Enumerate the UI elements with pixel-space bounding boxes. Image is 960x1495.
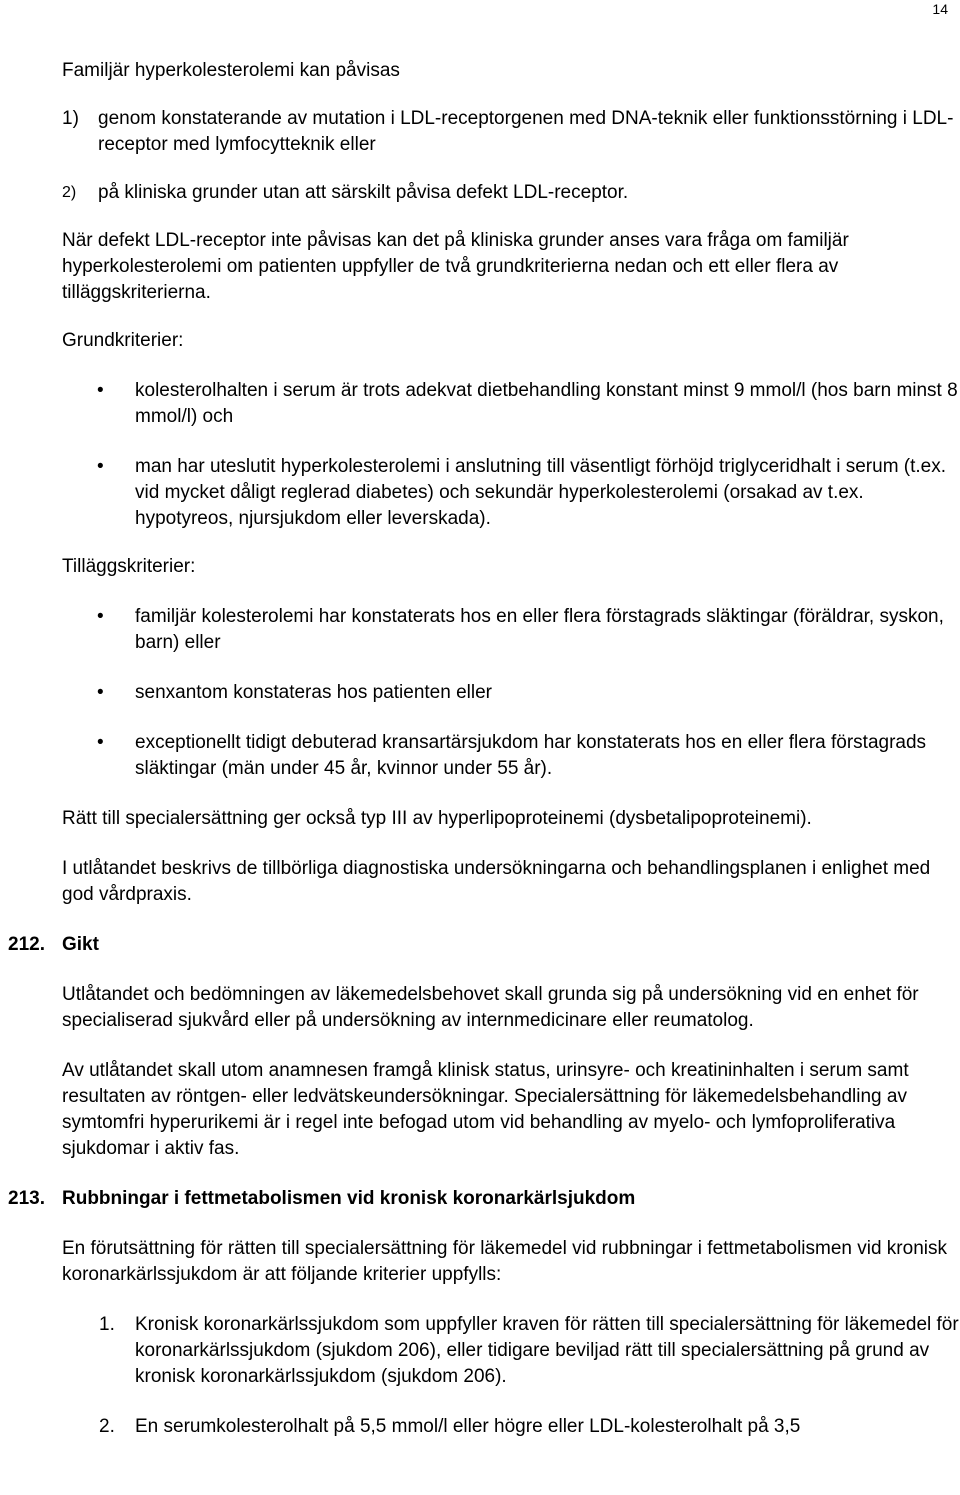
basic-criteria-label: Grundkriterier: <box>62 330 184 351</box>
document-body <box>8 58 960 1440</box>
additional-criteria-list <box>62 604 960 782</box>
bullet-icon: • <box>97 682 104 703</box>
section-number-213: 213. <box>8 1188 45 1209</box>
section-212-paragraph-2: Av utlåtandet skall utom anamnesen framgå klinisk status, urinsyre- och kreatininhalten i serum samt resultaten av röntgen- eller ledvätskeundersökningar. Specialersättning för läkemedelsbehandling av symtomfri hyperurikemi är i regel inte befogad utom vid behandling av myelo- och lymfoproliferativa sjukdomar i aktiv fas. <box>62 1060 909 1159</box>
clinical-paragraph: När defekt LDL-receptor inte påvisas kan det på kliniska grunder anses vara fråga om familjär hyperkolesterolemi om patienten uppfyller de två grundkriterierna nedan och ett eller flera av tilläggskriterierna. <box>62 230 849 303</box>
list-item <box>62 454 960 532</box>
bullet-icon: • <box>97 732 104 753</box>
method-item-2 <box>62 180 960 206</box>
method-text-2: på kliniska grunder utan att särskilt påvisa defekt LDL-receptor. <box>98 182 629 203</box>
criterion-number-2: 2. <box>99 1416 115 1437</box>
additional-criterion-1: familjär kolesterolemi har konstaterats hos en eller flera förstagrads släktingar (föräldrar, syskon, barn) eller <box>135 606 944 653</box>
list-item <box>62 1312 960 1390</box>
criterion-text-2: En serumkolesterolhalt på 5,5 mmol/l eller högre eller LDL-kolesterolhalt på 3,5 <box>135 1416 801 1437</box>
additional-criterion-2: senxantom konstateras hos patienten eller <box>135 682 492 703</box>
list-item <box>62 730 960 782</box>
statement-paragraph: I utlåtandet beskrivs de tillbörliga diagnostiska undersökningarna och behandlingsplanen i enlighet med god vårdpraxis. <box>62 858 931 905</box>
section-heading-212 <box>8 932 960 958</box>
intro-heading: Familjär hyperkolesterolemi kan påvisas <box>62 60 400 81</box>
basic-criteria-list <box>62 378 960 532</box>
method-number-1: 1) <box>62 108 79 129</box>
list-item <box>62 1414 960 1440</box>
list-item <box>62 378 960 430</box>
section-213-criteria-list <box>62 1312 960 1440</box>
section-213-intro: En förutsättning för rätten till specialersättning för läkemedel vid rubbningar i fettmetabolismen vid kronisk koronarkärlssjukdom är att följande kriterier uppfylls: <box>62 1238 947 1285</box>
section-number-212: 212. <box>8 934 45 955</box>
criterion-number-1: 1. <box>99 1314 115 1335</box>
bullet-icon: • <box>97 380 104 401</box>
page-number: 14 <box>932 1 948 17</box>
basic-criterion-1: kolesterolhalten i serum är trots adekvat dietbehandling konstant minst 9 mmol/l (hos barn minst 8 mmol/l) och <box>135 380 958 427</box>
method-text-1: genom konstaterande av mutation i LDL-receptorgenen med DNA-teknik eller funktionsstörning i LDL-receptor med lymfocytteknik eller <box>98 108 954 155</box>
section-title-213: Rubbningar i fettmetabolismen vid kronisk koronarkärlsjukdom <box>62 1188 636 1209</box>
basic-criterion-2: man har uteslutit hyperkolesterolemi i anslutning till väsentligt förhöjd triglyceridhalt i serum (t.ex. vid mycket dåligt reglerad diabetes) och sekundär hyperkolesterolemi (orsakad av t.ex. hypotyreos, njursjukdom eller leverskada). <box>135 456 947 529</box>
additional-criterion-3: exceptionellt tidigt debuterad kransartärsjukdom har konstaterats hos en eller flera förstagrads släktingar (män under 45 år, kvinnor under 55 år). <box>135 732 927 779</box>
method-number-2: 2) <box>62 184 77 201</box>
section-title-212: Gikt <box>62 934 99 955</box>
method-item-1 <box>62 106 960 158</box>
additional-criteria-label: Tilläggskriterier: <box>62 556 196 577</box>
type3-paragraph: Rätt till specialersättning ger också typ III av hyperlipoproteinemi (dysbetalipoproteinemi). <box>62 808 812 829</box>
section-heading-213 <box>8 1186 960 1212</box>
criterion-text-1: Kronisk koronarkärlssjukdom som uppfyller kraven för rätten till specialersättning för läkemedel för koronarkärlssjukdom (sjukdom 206), eller tidigare beviljad rätt till specialersättning på grund av kronisk koronarkärlssjukdom (sjukdom 206). <box>135 1314 959 1387</box>
section-212-paragraph-1: Utlåtandet och bedömningen av läkemedelsbehovet skall grunda sig på undersökning vid en enhet för specialiserad sjukvård eller på undersökning av internmedicinare eller reumatolog. <box>62 984 919 1031</box>
list-item <box>62 680 960 706</box>
bullet-icon: • <box>97 456 104 477</box>
list-item <box>62 604 960 656</box>
bullet-icon: • <box>97 606 104 627</box>
